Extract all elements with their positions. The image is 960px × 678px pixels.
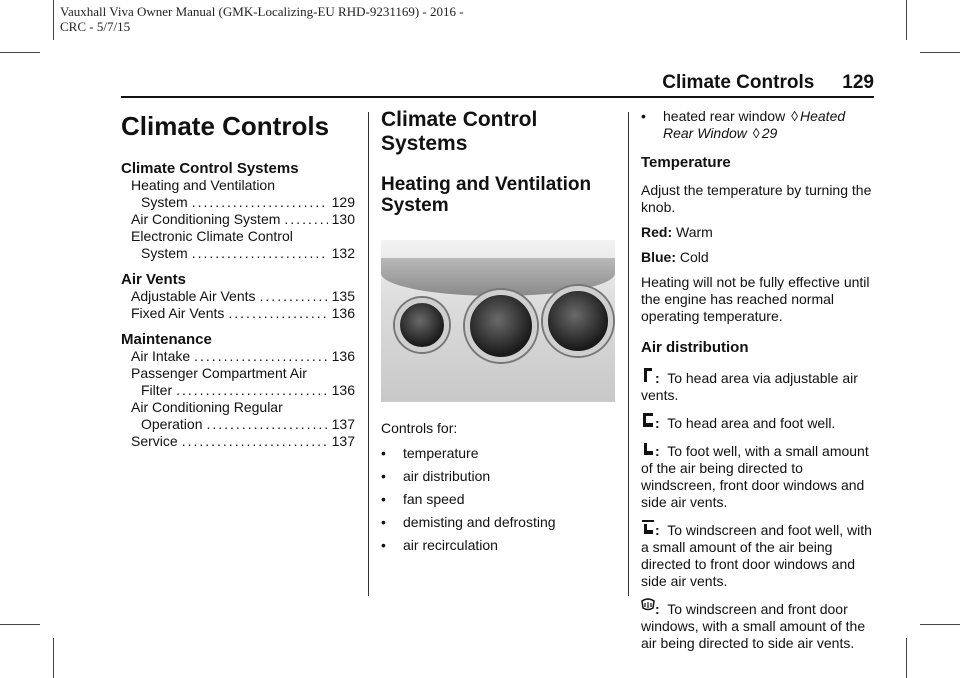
crop-mark bbox=[920, 624, 960, 625]
column-temperature-distribution bbox=[641, 108, 877, 660]
list-item-text: air distribution bbox=[403, 468, 491, 484]
distribution-item bbox=[641, 598, 877, 652]
list-item bbox=[381, 537, 616, 554]
toc-entry-title: Service bbox=[131, 433, 178, 449]
list-item-text bbox=[663, 108, 845, 142]
leader-dots bbox=[228, 305, 327, 322]
list-item bbox=[381, 468, 616, 485]
colon: : bbox=[655, 415, 660, 431]
toc-entry[interactable] bbox=[121, 194, 355, 211]
toc-entry-title: System bbox=[141, 245, 188, 261]
toc-entry-page: 132 bbox=[331, 245, 355, 261]
document-header-line1: Vauxhall Viva Owner Manual (GMK-Localizing-EU RHD-9231169) - 2016 - bbox=[60, 4, 464, 19]
toc-entry-title: Air Intake bbox=[131, 348, 191, 364]
toc-entry-title: Air Conditioning System bbox=[131, 211, 281, 227]
toc-entry-title: Operation bbox=[141, 416, 203, 432]
list-item-text: temperature bbox=[403, 445, 479, 461]
section-title-line1: Climate Control bbox=[381, 108, 538, 131]
leader-dots bbox=[192, 245, 328, 262]
leader-dots bbox=[192, 194, 328, 211]
colon: : bbox=[655, 370, 660, 386]
crop-mark bbox=[0, 52, 40, 53]
heated-rear-window-text: heated rear window bbox=[663, 108, 786, 124]
toc-entry-page: 137 bbox=[331, 416, 355, 432]
distribution-item bbox=[641, 367, 877, 404]
head-foot-vent-icon bbox=[641, 412, 655, 428]
xref-title[interactable]: Rear Window bbox=[663, 125, 747, 141]
red-line bbox=[641, 224, 877, 241]
controls-intro: Controls for: bbox=[381, 420, 458, 436]
toc-entry-line[interactable]: Heating and Ventilation bbox=[131, 177, 275, 193]
list-item-text: air recirculation bbox=[403, 537, 498, 553]
list-item-text: fan speed bbox=[403, 491, 465, 507]
toc-entry[interactable] bbox=[121, 305, 355, 322]
column-heating-ventilation bbox=[381, 108, 616, 560]
subsection-title bbox=[381, 174, 616, 216]
colon: : bbox=[655, 601, 660, 617]
bullet-marker: • bbox=[641, 108, 646, 124]
crop-mark bbox=[53, 638, 54, 678]
xref-title[interactable]: Heated bbox=[800, 108, 846, 124]
toc-entry-line[interactable]: Passenger Compartment Air bbox=[131, 365, 307, 381]
section-title-line2: Systems bbox=[381, 132, 468, 155]
toc-entry[interactable] bbox=[121, 288, 355, 305]
chapter-title: Climate Controls bbox=[121, 111, 330, 141]
distribution-item bbox=[641, 440, 877, 511]
toc-entry[interactable] bbox=[121, 211, 355, 228]
toc-group-heading: Maintenance bbox=[121, 331, 212, 348]
toc-entry[interactable] bbox=[121, 348, 355, 365]
header-rule bbox=[121, 96, 874, 98]
red-value: Warm bbox=[676, 224, 713, 240]
crop-mark bbox=[906, 638, 907, 678]
distribution-item bbox=[641, 519, 877, 590]
blue-line bbox=[641, 249, 877, 266]
toc-entry[interactable] bbox=[121, 433, 355, 450]
toc-entry-line[interactable]: Air Conditioning Regular bbox=[131, 399, 283, 415]
leader-dots bbox=[176, 382, 328, 399]
toc-group-heading: Air Vents bbox=[121, 271, 187, 288]
distribution-item-text: To foot well, with a small amount of the air being directed to windscreen, front door windows and side air vents. bbox=[641, 443, 869, 510]
section-title bbox=[381, 108, 616, 156]
toc-entry[interactable] bbox=[121, 416, 355, 433]
toc-entry-page: 129 bbox=[331, 194, 355, 210]
climate-control-panel-photo bbox=[381, 240, 615, 402]
toc-entry[interactable] bbox=[121, 245, 355, 262]
column-divider bbox=[368, 112, 369, 596]
toc-group bbox=[121, 331, 355, 450]
leader-dots bbox=[260, 288, 328, 305]
leader-dots bbox=[206, 416, 327, 433]
toc-group bbox=[121, 271, 355, 322]
crop-mark bbox=[53, 0, 54, 40]
toc-entry-page: 136 bbox=[331, 382, 355, 398]
distribution-item bbox=[641, 412, 877, 432]
crop-mark bbox=[0, 624, 40, 625]
cross-reference-icon: ◊ bbox=[752, 125, 760, 141]
bullet-marker: • bbox=[381, 491, 386, 507]
distribution-item-text: To windscreen and front door windows, with a small amount of the air being directed to side air vents. bbox=[641, 601, 866, 651]
fan-speed-knob bbox=[465, 290, 537, 362]
bullet-marker: • bbox=[381, 537, 386, 553]
toc-group-heading: Climate Control Systems bbox=[121, 160, 299, 177]
temperature-intro: Adjust the temperature by turning the knob. bbox=[641, 182, 872, 215]
leader-dots bbox=[284, 211, 327, 228]
toc-entry-title: Filter bbox=[141, 382, 173, 398]
toc-entry-page: 136 bbox=[331, 348, 355, 364]
running-header-title: Climate Controls bbox=[662, 72, 815, 93]
toc-group bbox=[121, 160, 355, 262]
list-item bbox=[381, 491, 616, 508]
toc-entry-title: Adjustable Air Vents bbox=[131, 288, 256, 304]
toc-entry[interactable] bbox=[121, 382, 355, 399]
blue-value: Cold bbox=[679, 249, 709, 265]
air-distribution-heading: Air distribution bbox=[641, 339, 749, 356]
document-header-line2: CRC - 5/7/15 bbox=[60, 19, 131, 34]
toc-entry-title: System bbox=[141, 194, 188, 210]
subsection-title-line2: System bbox=[381, 195, 449, 216]
head-vent-icon bbox=[641, 367, 655, 383]
bullet-marker: • bbox=[381, 468, 386, 484]
blue-label: Blue: bbox=[641, 249, 676, 265]
distribution-item-text: To windscreen and foot well, with a small amount of the air being directed to front door windows and side air vents. bbox=[641, 522, 872, 589]
cross-reference-icon: ◊ bbox=[791, 108, 798, 124]
temperature-heading: Temperature bbox=[641, 154, 731, 171]
bullet-marker: • bbox=[381, 445, 386, 461]
column-divider bbox=[628, 112, 629, 596]
distribution-item-text: To head area via adjustable air vents. bbox=[641, 370, 858, 403]
toc-entry-line[interactable]: Electronic Climate Control bbox=[131, 228, 293, 244]
heating-note: Heating will not be fully effective until the engine has reached normal operating temperature. bbox=[641, 274, 870, 324]
air-distribution-knob bbox=[543, 286, 613, 356]
xref-page[interactable]: 29 bbox=[761, 125, 778, 141]
toc-entry-page: 130 bbox=[331, 211, 355, 227]
toc-entry-page: 135 bbox=[331, 288, 355, 304]
foot-vent-icon bbox=[641, 440, 655, 456]
list-item bbox=[381, 514, 616, 531]
leader-dots bbox=[182, 433, 328, 450]
bullet-marker: • bbox=[381, 514, 386, 530]
page-number: 129 bbox=[842, 72, 874, 93]
temperature-knob bbox=[395, 298, 449, 352]
windscreen-vent-icon bbox=[641, 598, 655, 614]
windscreen-foot-vent-icon bbox=[641, 519, 655, 535]
toc-entry-page: 136 bbox=[331, 305, 355, 321]
toc-entry-title: Fixed Air Vents bbox=[131, 305, 225, 321]
colon: : bbox=[655, 522, 660, 538]
running-header bbox=[662, 72, 874, 94]
toc-entry-page: 137 bbox=[331, 433, 355, 449]
leader-dots bbox=[194, 348, 328, 365]
crop-mark bbox=[920, 52, 960, 53]
colon: : bbox=[655, 443, 660, 459]
document-header bbox=[60, 4, 464, 34]
list-item bbox=[381, 445, 616, 462]
crop-mark bbox=[906, 0, 907, 40]
list-item bbox=[641, 108, 877, 142]
list-item-text: demisting and defrosting bbox=[403, 514, 556, 530]
distribution-item-text: To head area and foot well. bbox=[667, 415, 836, 431]
red-label: Red: bbox=[641, 224, 673, 240]
subsection-title-line1: Heating and Ventilation bbox=[381, 174, 592, 195]
chapter-contents bbox=[121, 108, 355, 450]
